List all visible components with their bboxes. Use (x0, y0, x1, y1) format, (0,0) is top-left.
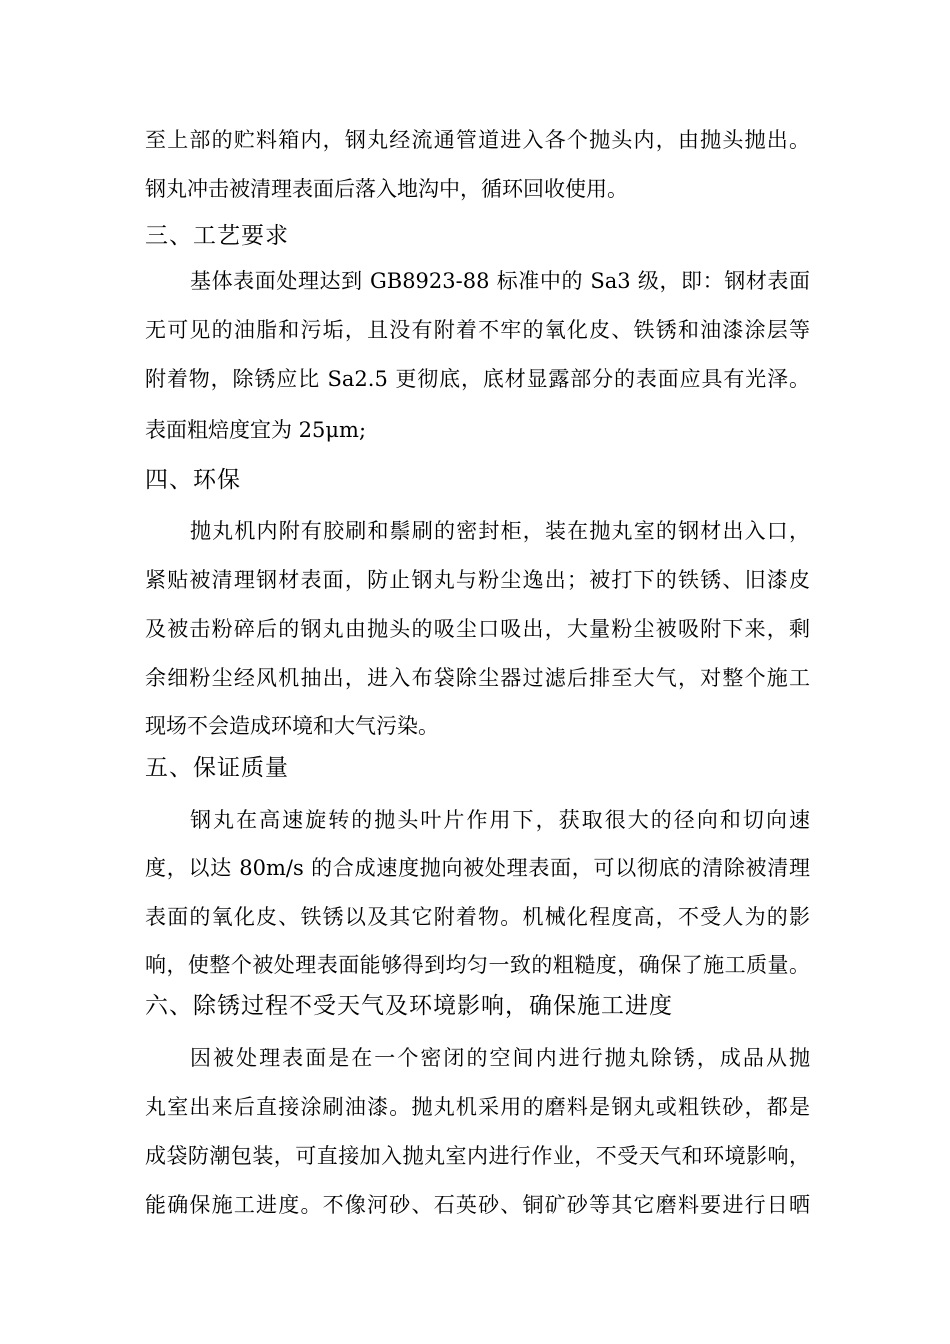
paragraph-line: 无可见的油脂和污垢，且没有附着不牢的氧化皮、铁锈和油漆涂层等 (145, 318, 810, 342)
section-heading: 五、保证质量 (145, 755, 289, 781)
section-heading: 六、除锈过程不受天气及环境影响，确保施工进度 (145, 993, 673, 1019)
paragraph-line: 响，使整个被处理表面能够得到均匀一致的粗糙度，确保了施工质量。 (145, 953, 810, 977)
section-heading: 四、环保 (145, 467, 241, 493)
paragraph-line: 至上部的贮料箱内，钢丸经流通管道进入各个抛头内，由抛头抛出。 (145, 128, 810, 152)
paragraph-line: 及被击粉碎后的钢丸由抛头的吸尘口吸出，大量粉尘被吸附下来，剩 (145, 617, 810, 641)
section-heading: 三、工艺要求 (145, 223, 289, 249)
paragraph-line: 度，以达 80m/s 的合成速度抛向被处理表面，可以彻底的清除被清理 (145, 856, 810, 880)
paragraph-line: 余细粉尘经风机抽出，进入布袋除尘器过滤后排至大气，对整个施工 (145, 666, 810, 690)
paragraph-line: 表面的氧化皮、铁锈以及其它附着物。机械化程度高，不受人为的影 (145, 905, 810, 929)
paragraph-line: 因被处理表面是在一个密闭的空间内进行抛丸除锈，成品从抛 (190, 1046, 810, 1070)
paragraph-line: 钢丸在高速旋转的抛头叶片作用下，获取很大的径向和切向速 (190, 808, 810, 832)
paragraph-line: 能确保施工进度。不像河砂、石英砂、铜矿砂等其它磨料要进行日晒 (145, 1193, 810, 1217)
paragraph-line: 丸室出来后直接涂刷油漆。抛丸机采用的磨料是钢丸或粗铁砂，都是 (145, 1095, 810, 1119)
paragraph-line: 附着物，除锈应比 Sa2.5 更彻底，底材显露部分的表面应具有光泽。 (145, 367, 810, 391)
paragraph-line: 现场不会造成环境和大气污染。 (145, 714, 439, 738)
paragraph-line: 紧贴被清理钢材表面，防止钢丸与粉尘逸出；被打下的铁锈、旧漆皮 (145, 568, 810, 592)
paragraph-line: 成袋防潮包装，可直接加入抛丸室内进行作业，不受天气和环境影响， (145, 1144, 810, 1168)
paragraph-line: 抛丸机内附有胶刷和鬃刷的密封柜，装在抛丸室的钢材出入口， (190, 519, 810, 543)
paragraph-line: 表面粗焙度宜为 25μm; (145, 418, 367, 442)
paragraph-line: 基体表面处理达到 GB8923-88 标准中的 Sa3 级，即：钢材表面 (190, 269, 810, 293)
paragraph-line: 钢丸冲击被清理表面后落入地沟中，循环回收使用。 (145, 177, 628, 201)
